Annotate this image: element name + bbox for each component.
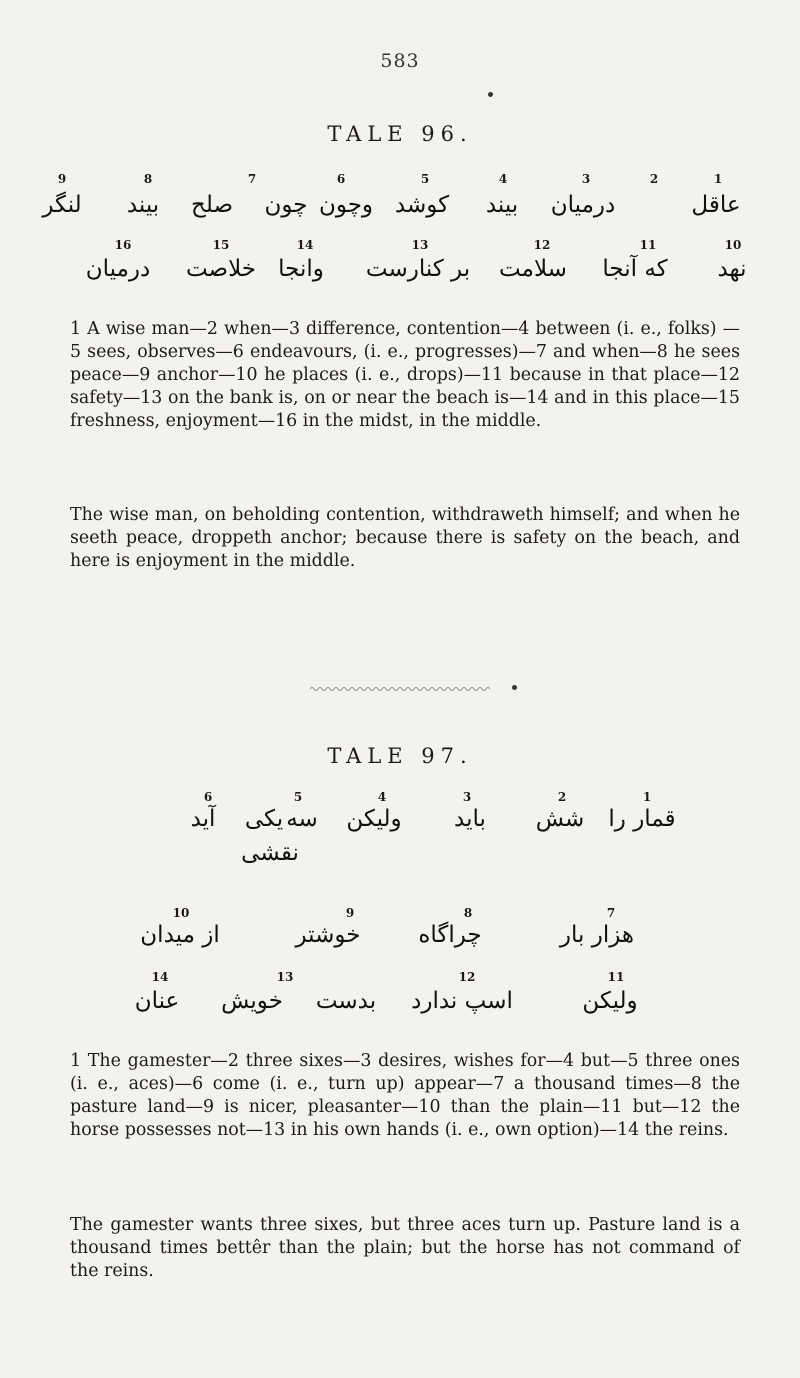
word-number: 14 bbox=[296, 238, 314, 252]
persian-word: قمار را bbox=[608, 806, 676, 832]
tale-97-numbers-row-3 bbox=[0, 970, 800, 988]
word-number: 1 bbox=[713, 172, 723, 186]
persian-word: وانجا bbox=[278, 256, 324, 282]
word-number: 14 bbox=[151, 970, 169, 984]
persian-word: وچون bbox=[318, 192, 374, 218]
persian-word: عنان bbox=[134, 988, 180, 1014]
word-number: 16 bbox=[114, 238, 132, 252]
tale-97-persian-row-3 bbox=[0, 988, 800, 1022]
tale-96-persian-row-1 bbox=[0, 192, 800, 226]
tale-97-persian-row-1b bbox=[0, 840, 800, 874]
tale-96-numbers-row-2 bbox=[0, 238, 800, 256]
word-number: 5 bbox=[293, 790, 303, 804]
word-number: 8 bbox=[463, 906, 473, 920]
persian-word: نهد bbox=[717, 256, 747, 282]
word-number: 13 bbox=[276, 970, 294, 984]
tale-97-glossary: 1 The gamester—2 three sixes—3 desires, wishes for—4 but—5 three ones (i. e., aces)—6 come (i. e., turn up) appear—7 a thousand times—8 the pasture land—9 is nicer, pleasanter—10 than the plain—11 but—12 the horse possesses not—13 in his own hands (i. e., own option)—14 the reins. bbox=[70, 1051, 740, 1140]
persian-word: ولیکن bbox=[346, 806, 402, 832]
persian-word: یکی bbox=[244, 806, 284, 832]
persian-word: درمیان bbox=[85, 256, 151, 282]
ink-dot bbox=[488, 92, 493, 97]
persian-word: چون bbox=[264, 192, 308, 218]
persian-word: سلامت bbox=[499, 256, 567, 282]
persian-word: شش bbox=[535, 806, 585, 832]
persian-word: لنگر bbox=[42, 192, 82, 218]
word-number: 13 bbox=[411, 238, 429, 252]
word-number: 2 bbox=[649, 172, 659, 186]
word-number: 11 bbox=[639, 238, 657, 252]
persian-word: عاقل bbox=[691, 192, 741, 218]
tale-97-persian-row-2 bbox=[0, 922, 800, 956]
word-number: 3 bbox=[581, 172, 591, 186]
wavy-divider-ornament bbox=[310, 686, 490, 692]
word-number: 8 bbox=[143, 172, 153, 186]
word-number: 6 bbox=[203, 790, 213, 804]
tale-96-numbers-row-1 bbox=[0, 172, 800, 190]
persian-word: بر کنارست bbox=[365, 256, 471, 282]
persian-word: نقشی bbox=[241, 840, 299, 866]
persian-word: خویش bbox=[221, 988, 283, 1014]
word-number: 3 bbox=[462, 790, 472, 804]
tale-97-translation: The gamester wants three sixes, but three aces turn up. Pasture land is a thousand times bettêr than the plain; but the horse has not command of the reins. bbox=[70, 1215, 740, 1281]
persian-word: اسپ ندارد bbox=[411, 988, 513, 1014]
persian-word: خلاصت bbox=[185, 256, 257, 282]
tale-96-glossary: 1 A wise man—2 when—3 difference, contention—4 between (i. e., folks) —5 sees, observes—6 endeavours, (i. e., progresses)—7 and when—8 he sees peace—9 anchor—10 he places (i. e., drops)—11 because in that place—12 safety—13 on the bank is, on or near the beach is—14 and in this place—15 freshness, enjoyment—16 in the midst, in the middle. bbox=[70, 319, 740, 431]
persian-word: ولیکن bbox=[582, 988, 638, 1014]
persian-word: صلح bbox=[191, 192, 233, 218]
word-number: 7 bbox=[606, 906, 616, 920]
word-number: 12 bbox=[458, 970, 476, 984]
word-number: 9 bbox=[57, 172, 67, 186]
ink-dot bbox=[512, 685, 517, 690]
persian-word: بیند bbox=[485, 192, 519, 218]
persian-word: از میدان bbox=[140, 922, 220, 948]
tale-97-title: TALE 97. bbox=[327, 744, 473, 768]
persian-word: درمیان bbox=[550, 192, 616, 218]
tale-96-translation: The wise man, on beholding contention, withdraweth himself; and when he seeth peace, droppeth anchor; because there is safety on the beach, and here is enjoyment in the middle. bbox=[70, 505, 740, 571]
word-number: 4 bbox=[498, 172, 508, 186]
word-number: 11 bbox=[607, 970, 625, 984]
tale-97-persian-row-1 bbox=[0, 806, 800, 840]
word-number: 10 bbox=[172, 906, 190, 920]
word-number: 12 bbox=[533, 238, 551, 252]
persian-word: هزار بار bbox=[559, 922, 635, 948]
word-number: 6 bbox=[336, 172, 346, 186]
tale-96-persian-row-2 bbox=[0, 256, 800, 290]
persian-word: بدست bbox=[315, 988, 377, 1014]
page-number: 583 bbox=[380, 50, 420, 72]
persian-word: سه bbox=[286, 806, 318, 832]
tale-96-title: TALE 96. bbox=[327, 122, 473, 146]
persian-word: باید bbox=[454, 806, 486, 832]
word-number: 7 bbox=[247, 172, 257, 186]
persian-word: آید bbox=[190, 806, 216, 832]
persian-word: که آنجا bbox=[602, 256, 668, 282]
word-number: 10 bbox=[724, 238, 742, 252]
persian-word: کوشد bbox=[394, 192, 450, 218]
word-number: 15 bbox=[212, 238, 230, 252]
word-number: 5 bbox=[420, 172, 430, 186]
persian-word: بیند bbox=[126, 192, 160, 218]
persian-word: چراگاه bbox=[418, 922, 482, 948]
word-number: 1 bbox=[642, 790, 652, 804]
persian-word: خوشتر bbox=[295, 922, 361, 948]
word-number: 4 bbox=[377, 790, 387, 804]
word-number: 9 bbox=[345, 906, 355, 920]
word-number: 2 bbox=[557, 790, 567, 804]
